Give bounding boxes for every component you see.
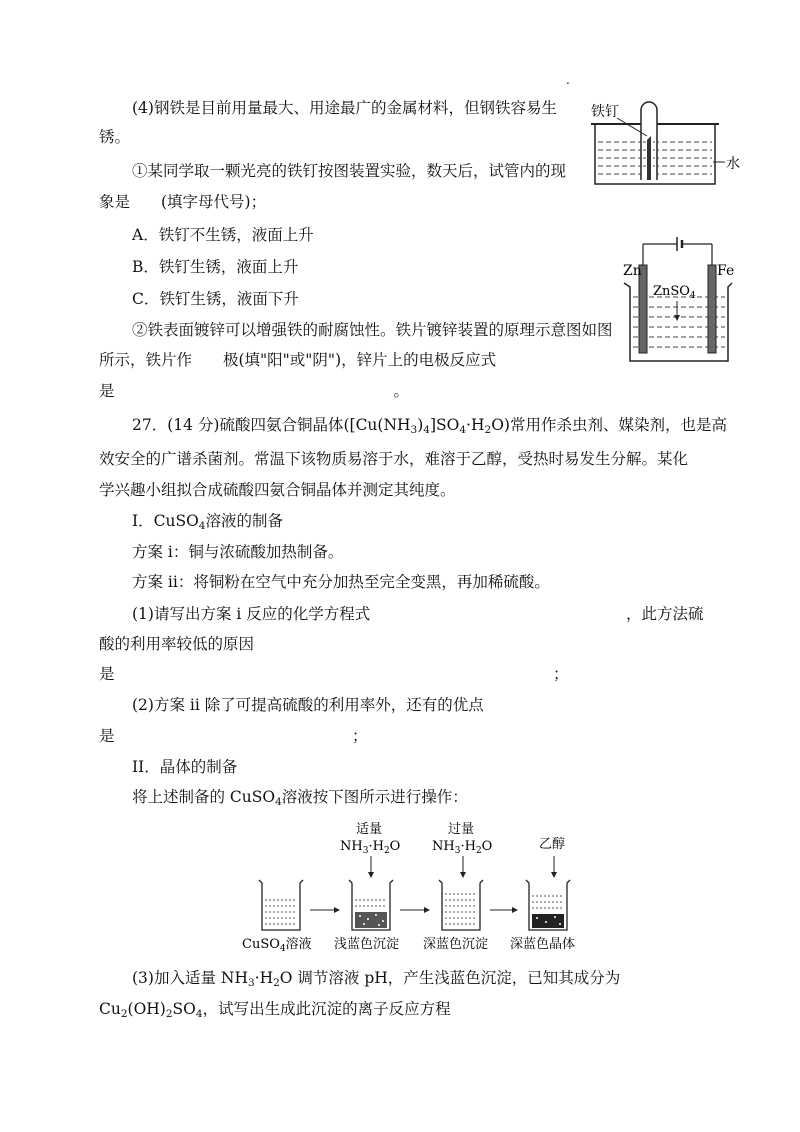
reagent2-amount: 过量: [448, 822, 475, 837]
q27-intro-line2: 效安全的广谱杀菌剂。常温下该物质易溶于水，难溶于乙醇，受热时易发生分解。某化: [99, 450, 689, 468]
label-deep-blue-crystal: 深蓝色晶体: [510, 937, 576, 952]
p3-line1: (3)加入适量 $NH_3\cdot H_2O$ 调节溶液 pH，产生浅蓝色沉淀，已知其成分为: [132, 969, 621, 989]
q27-intro-line3: 学兴趣小组拟合成硫酸四氨合铜晶体并测定其纯度。: [99, 481, 456, 499]
section1-heading: I．CuSO$_4$溶液的制备: [132, 512, 283, 532]
plan-ii: 方案 ii：将铜粉在空气中充分加热至完全变黑，再加稀硫酸。: [132, 573, 550, 591]
reagent1-amount: 适量: [356, 822, 383, 837]
q4-sub1-line1: ①某同学取一颗光亮的铁钉按图装置实验，数天后，试管内的现: [132, 162, 567, 180]
beaker-deep-blue-precipitate: [439, 880, 483, 930]
water-label: 水: [726, 156, 740, 172]
nail-rusting-figure: [585, 98, 750, 190]
beaker-light-blue-precipitate: [349, 880, 393, 930]
nail: [647, 136, 651, 180]
reagent3-ethanol: 乙醇: [539, 837, 566, 852]
zn-label: Zn: [623, 263, 642, 279]
p1-line2: 酸的利用率较低的原因: [99, 635, 255, 653]
q4-sub2-line2: 所示，铁片作 极(填"阳"或"阴")，锌片上的电极反应式: [99, 351, 497, 369]
ops-instruction: 将上述制备的 CuSO$_4$溶液按下图所示进行操作：: [132, 788, 468, 808]
p2-line2-right: ；: [352, 727, 368, 745]
solution-label: ZnSO$_4$: [653, 284, 696, 301]
iron-electrode: [708, 265, 716, 353]
label-cuso4-solution: CuSO$_4$溶液: [242, 937, 312, 954]
beaker-cuso4: [259, 880, 303, 930]
reagent2-formula: $NH_3\cdot H_2O$: [432, 839, 493, 856]
p3-line2: $Cu_2(OH)_2SO_4$，试写出生成此沉淀的离子反应方程: [99, 1000, 451, 1020]
nail-label: 铁钉: [591, 104, 619, 120]
p1-line3-left: 是: [99, 665, 115, 683]
beaker-deep-blue-crystal: [526, 880, 570, 930]
p2-line1: (2)方案 ii 除了可提高硫酸的利用率外，还有的优点: [132, 696, 484, 714]
q4-option-a: A．铁钉不生锈，液面上升: [132, 226, 314, 244]
p1-line1-left: (1)请写出方案 i 反应的化学方程式: [132, 605, 371, 623]
q27-intro-line1: 27．(14 分)硫酸四氨合铜晶体$([Cu(NH_3)_4]SO_4\cdot H_2O)$常用作杀虫剂、媒染剂，也是高: [132, 416, 727, 436]
reagent1-formula: $NH_3\cdot H_2O$: [340, 839, 401, 856]
p2-line2-left: 是: [99, 727, 115, 745]
stray-dot: .: [566, 73, 570, 87]
crystal-prep-flow-figure: [238, 818, 600, 958]
q4-intro-line1: (4)钢铁是目前用量最大、用途最广的金属材料，但钢铁容易生: [132, 99, 557, 117]
electroplating-figure: [620, 235, 740, 367]
q4-option-b: B．铁钉生锈，液面上升: [132, 258, 299, 276]
label-deep-blue-precipitate: 深蓝色沉淀: [423, 937, 489, 952]
fe-label: Fe: [717, 263, 735, 279]
q4-sub2-line3: 是 。: [99, 382, 410, 400]
p1-line1-right: ，此方法硫: [626, 605, 704, 623]
p1-line3-right: ；: [553, 665, 569, 683]
q4-option-c: C．铁钉生锈，液面下升: [132, 290, 299, 308]
q4-intro-line2: 锈。: [99, 128, 131, 146]
q4-sub2-line1: ②铁表面镀锌可以增强铁的耐腐蚀性。铁片镀锌装置的原理示意图如图: [132, 321, 613, 339]
section2-heading: II．晶体的制备: [132, 758, 238, 776]
label-light-blue-precipitate: 浅蓝色沉淀: [334, 937, 400, 952]
q4-sub1-line2: 象是 (填字母代号)；: [99, 193, 267, 211]
plan-i: 方案 i：铜与浓硫酸加热制备。: [132, 543, 344, 561]
